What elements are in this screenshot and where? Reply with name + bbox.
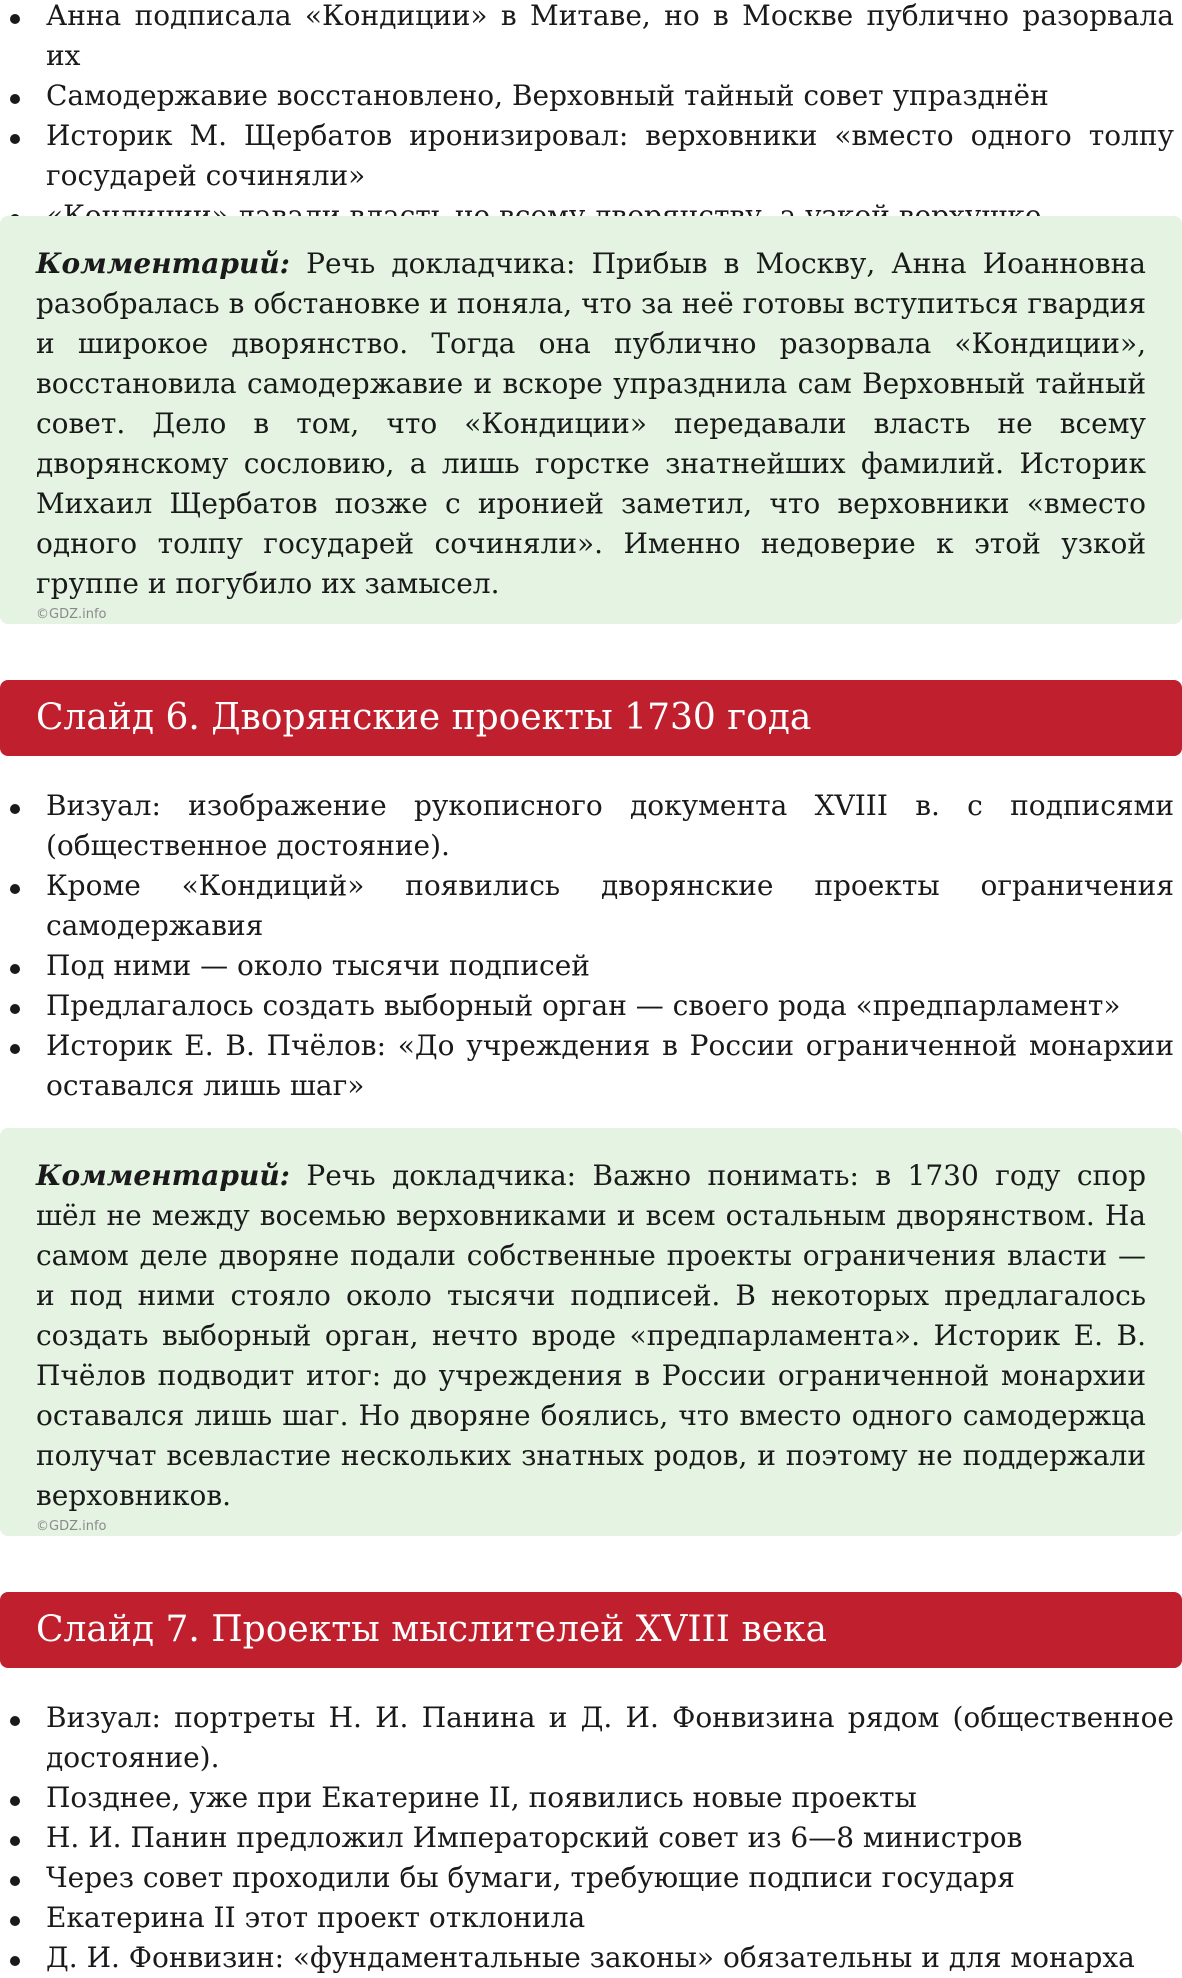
bullet-icon — [10, 1044, 20, 1054]
bullet-icon — [10, 1916, 20, 1926]
bullet-icon — [10, 1796, 20, 1806]
slide-6-header — [0, 680, 1182, 756]
slide-6-title: Слайд 6. Дворянские проекты 1730 года — [36, 697, 812, 738]
list-item: Екатерина II этот проект отклонила — [0, 1898, 1182, 1938]
list-item: Визуал: портреты Н. И. Панина и Д. И. Фонвизина рядом (общественное достояние). — [0, 1698, 1182, 1778]
list-item: Н. И. Панин предложил Императорский совет из 6—8 министров — [0, 1818, 1182, 1858]
comment-text: Комментарий: Речь докладчика: Прибыв в Москву, Анна Иоанновна разобралась в обстановке и поняла, что за неё готовы вступиться гвардия и широкое дворянство. Тогда она публично разорвала «Кондиции», восстановила самодержавие и вскоре упразднила сам Верховный тайный совет. Дело в том, что «Кондиции» передавали власть не всему дворянскому сословию, а лишь горстке знатнейших фамилий. Историк Михаил Щербатов позже с иронией заметил, что верховники «вместо одного толпу государей сочиняли». Именно недоверие к этой узкой группе и погубило их замысел. — [36, 247, 1146, 600]
list-item: Кроме «Кондиций» появились дворянские проекты ограничения самодержавия — [0, 866, 1182, 946]
bullet-list-intro — [0, 0, 1182, 236]
list-item: Позднее, уже при Екатерине II, появились новые проекты — [0, 1778, 1182, 1818]
bullet-icon — [10, 134, 20, 144]
list-item: Самодержавие восстановлено, Верховный тайный совет упразднён — [0, 76, 1182, 116]
bullet-icon — [10, 14, 20, 24]
bullet-icon — [10, 1004, 20, 1014]
list-item: Визуал: изображение рукописного документа XVIII в. с подписями (общественное достояние). — [0, 786, 1182, 866]
watermark-text: ©GDZ.info — [36, 1519, 107, 1534]
bullet-icon — [10, 1836, 20, 1846]
list-item: Через совет проходили бы бумаги, требующие подписи государя — [0, 1858, 1182, 1898]
bullet-icon — [10, 1876, 20, 1886]
slide-7-header — [0, 1592, 1182, 1668]
bullet-icon — [10, 1956, 20, 1966]
bullet-icon — [10, 964, 20, 974]
bullet-list-slide-7 — [0, 1698, 1182, 1978]
bullet-icon — [10, 804, 20, 814]
bullet-icon — [10, 94, 20, 104]
comment-label: Комментарий: — [36, 1159, 291, 1192]
comment-text: Комментарий: Речь докладчика: Важно понимать: в 1730 году спор шёл не между восемью верховниками и всем остальным дворянством. На самом деле дворяне подали собственные проекты ограничения власти — и под ними стояло около тысячи подписей. В некоторых предлагалось создать выборный орган, нечто вроде «предпарламента». Историк Е. В. Пчёлов подводит итог: до учреждения в России ограниченной монархии оставался лишь шаг. Но дворяне боялись, что вместо одного самодержца получат всевластие нескольких знатных родов, и поэтому не поддержали верховников. — [36, 1159, 1146, 1512]
bullet-icon — [10, 884, 20, 894]
slide-7-title: Слайд 7. Проекты мыслителей XVIII века — [36, 1609, 827, 1650]
list-item: Предлагалось создать выборный орган — своего рода «предпарламент» — [0, 986, 1182, 1026]
list-item: Д. И. Фонвизин: «фундаментальные законы» обязательны и для монарха — [0, 1938, 1182, 1978]
bullet-icon — [10, 1716, 20, 1726]
watermark-text: ©GDZ.info — [36, 607, 107, 622]
comment-box-1 — [0, 216, 1182, 624]
list-item: Под ними — около тысячи подписей — [0, 946, 1182, 986]
list-item: Анна подписала «Кондиции» в Митаве, но в Москве публично разорвала их — [0, 0, 1182, 76]
comment-box-2 — [0, 1128, 1182, 1536]
bullet-list-slide-6 — [0, 786, 1182, 1106]
list-item: Историк Е. В. Пчёлов: «До учреждения в России ограниченной монархии оставался лишь шаг» — [0, 1026, 1182, 1106]
list-item: Историк М. Щербатов иронизировал: верховники «вместо одного толпу государей сочиняли» — [0, 116, 1182, 196]
comment-label: Комментарий: — [36, 247, 291, 280]
